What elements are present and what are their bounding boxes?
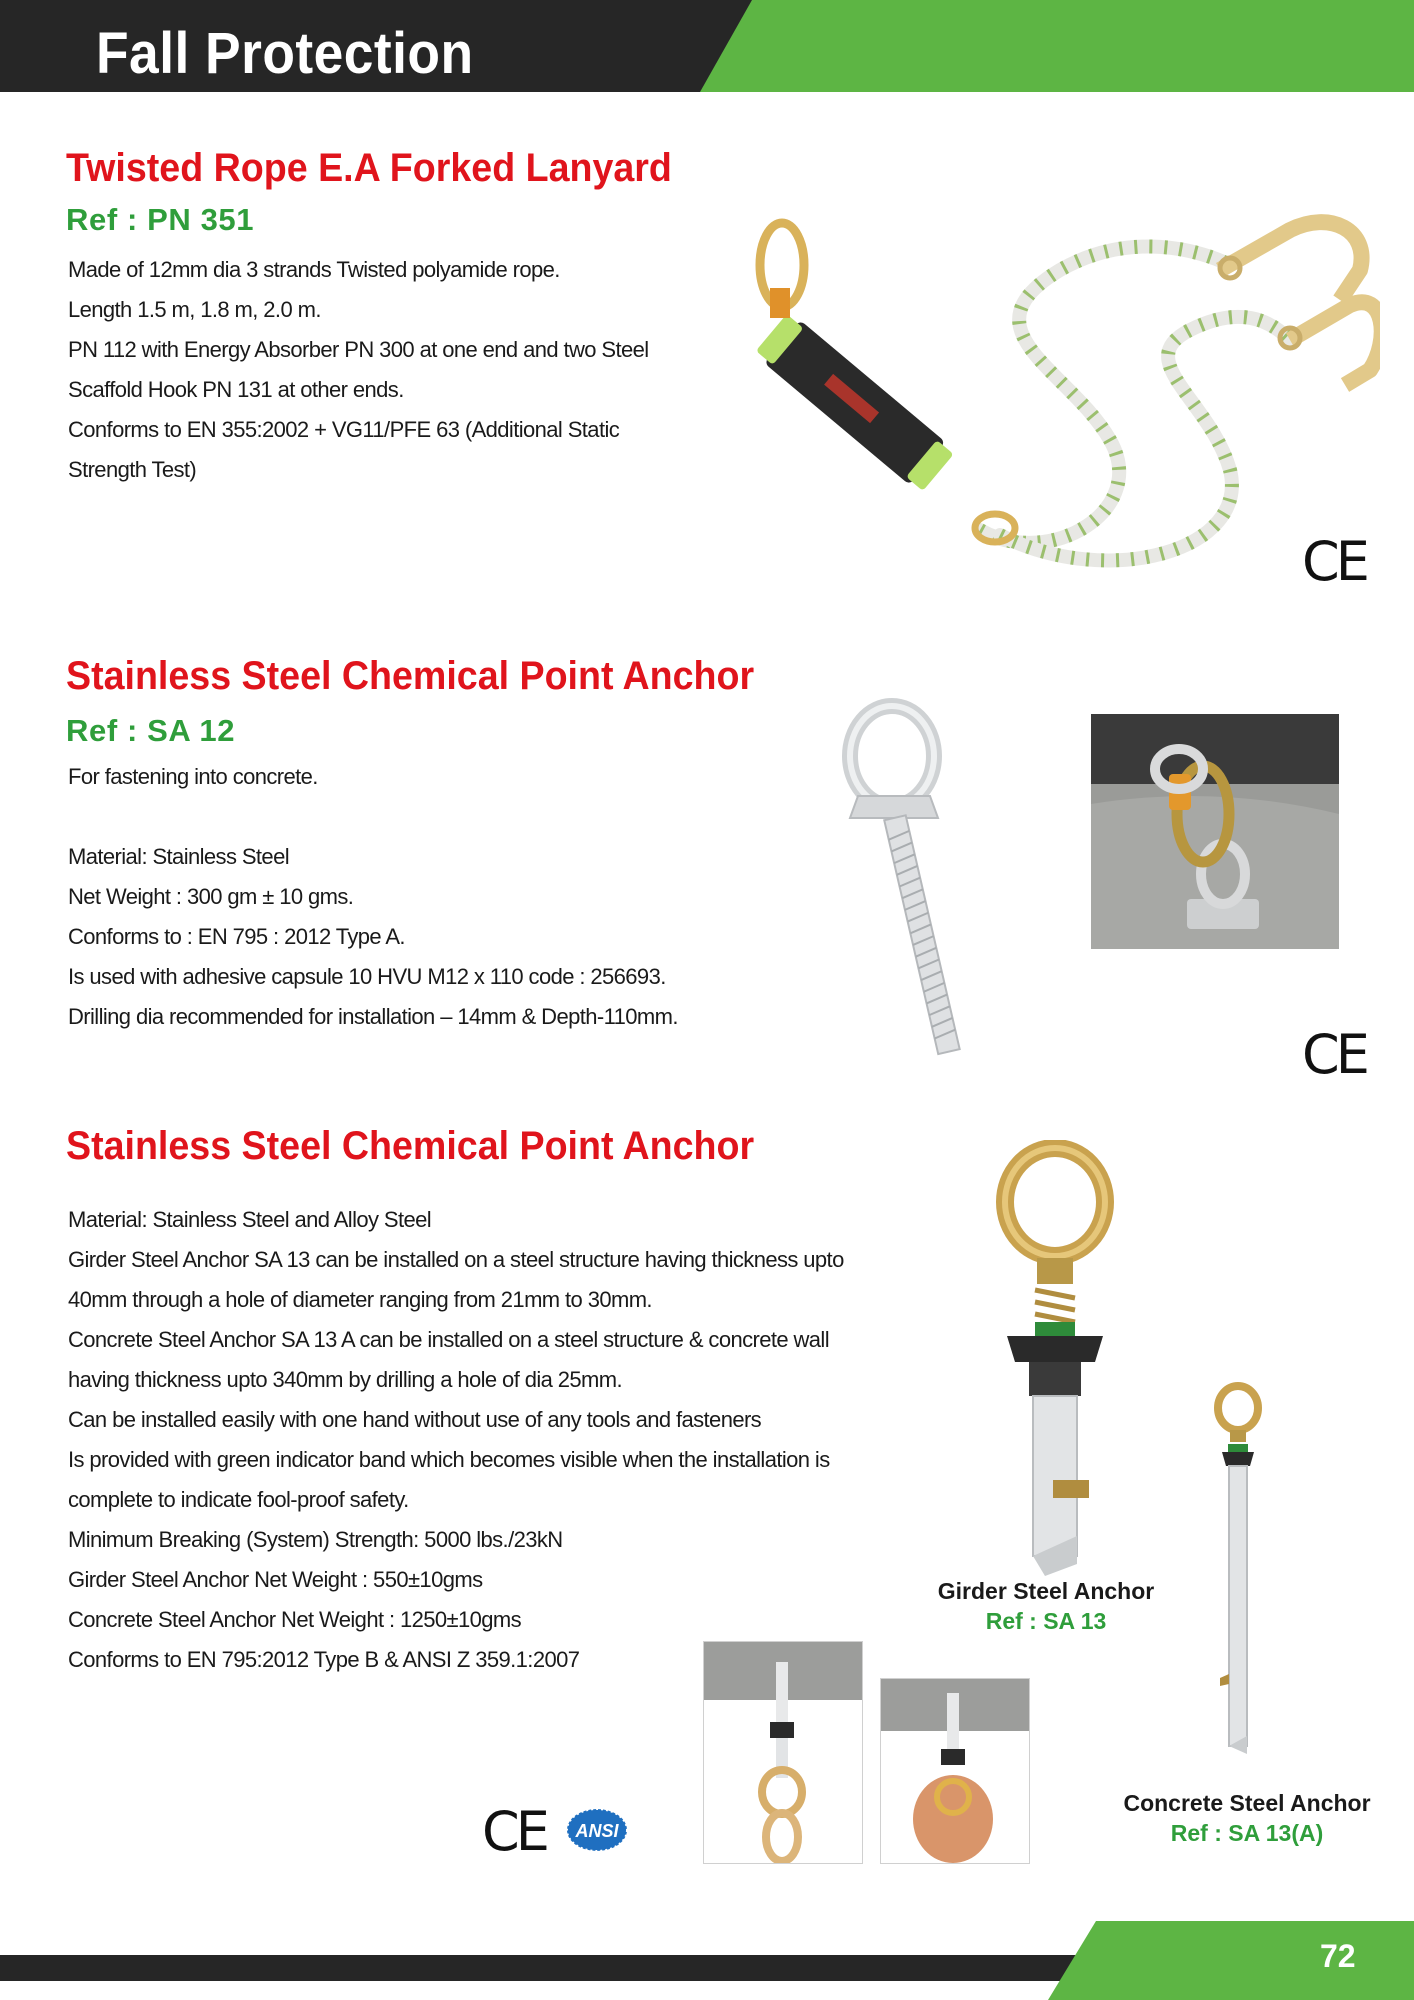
description-line: Conforms to : EN 795 : 2012 Type A.: [68, 924, 405, 949]
ce-mark-icon: CE: [1302, 530, 1366, 593]
ce-mark-icon: CE: [1302, 1023, 1366, 1086]
page-title: Fall Protection: [96, 21, 474, 86]
ce-mark-icon: CE: [482, 1800, 546, 1863]
description-line: Can be installed easily with one hand without use of any tools and fasteners: [68, 1407, 762, 1432]
page-number: 72: [1320, 1938, 1356, 1974]
description-line: Length 1.5 m, 1.8 m, 2.0 m.: [68, 297, 321, 322]
installation-photo: [703, 1641, 863, 1864]
description-line: Scaffold Hook PN 131 at other ends.: [68, 377, 404, 402]
description-line: [68, 797, 678, 837]
description-line: Minimum Breaking (System) Strength: 5000 lbs./23kN: [68, 1527, 563, 1552]
description-line: Girder Steel Anchor Net Weight : 550±10gms: [68, 1567, 483, 1592]
description-line: PN 112 with Energy Absorber PN 300 at one end and two Steel: [68, 337, 649, 362]
description-line: For fastening into concrete.: [68, 764, 318, 789]
description-line: Made of 12mm dia 3 strands Twisted polyamide rope.: [68, 257, 560, 282]
concrete-anchor-caption: [1100, 1788, 1394, 1848]
caption-ref: Ref : SA 13: [985, 1608, 1107, 1634]
description-line: Concrete Steel Anchor Net Weight : 1250±10gms: [68, 1607, 522, 1632]
description-line: Net Weight : 300 gm ± 10 gms.: [68, 884, 354, 909]
caption-ref: Ref : SA 13(A): [1170, 1820, 1324, 1846]
footer-accent: [1048, 1921, 1414, 2000]
description-line: Strength Test): [68, 457, 197, 482]
concrete-steel-anchor-image: [1200, 1374, 1280, 1760]
description-line: having thickness upto 340mm by drilling a hole of dia 25mm.: [68, 1367, 623, 1392]
eye-bolt-anchor-image: [830, 688, 1020, 1068]
description-line: Material: Stainless Steel: [68, 844, 289, 869]
product-ref: Ref : PN 351: [66, 202, 255, 237]
description-line: complete to indicate fool-proof safety.: [68, 1487, 409, 1512]
description-line: Drilling dia recommended for installation – 14mm & Depth-110mm.: [68, 1004, 678, 1029]
lanyard-image: [730, 210, 1380, 590]
product-ref: Ref : SA 12: [66, 713, 236, 748]
caption-name: Concrete Steel Anchor: [1123, 1790, 1371, 1816]
product-description: [68, 250, 649, 490]
description-line: Is used with adhesive capsule 10 HVU M12 x 110 code : 256693.: [68, 964, 666, 989]
caption-name: Girder Steel Anchor: [937, 1578, 1155, 1604]
product-description: [68, 1200, 844, 1680]
header-accent: [700, 0, 1414, 92]
ansi-logo-icon: [564, 1806, 630, 1860]
description-line: 40mm through a hole of diameter ranging from 21mm to 30mm.: [68, 1287, 652, 1312]
description-line: Conforms to EN 795:2012 Type B & ANSI Z 359.1:2007: [68, 1647, 580, 1672]
girder-steel-anchor-image: [985, 1140, 1125, 1580]
description-line: Material: Stainless Steel and Alloy Steel: [68, 1207, 432, 1232]
product-description: [68, 757, 678, 1037]
description-line: Concrete Steel Anchor SA 13 A can be installed on a steel structure & concrete wall: [68, 1327, 830, 1352]
description-line: Girder Steel Anchor SA 13 can be installed on a steel structure having thickness upto: [68, 1247, 844, 1272]
anchor-in-use-photo: [1091, 714, 1339, 949]
installation-photo: [880, 1678, 1030, 1864]
description-line: Is provided with green indicator band which becomes visible when the installation is: [68, 1447, 830, 1472]
description-line: Conforms to EN 355:2002 + VG11/PFE 63 (Additional Static: [68, 417, 620, 442]
product-title: Stainless Steel Chemical Point Anchor: [66, 654, 755, 698]
ansi-logo-text: ANSI: [575, 1821, 619, 1841]
product-title: Stainless Steel Chemical Point Anchor: [66, 1124, 755, 1168]
girder-anchor-caption: [900, 1576, 1192, 1636]
product-title: Twisted Rope E.A Forked Lanyard: [66, 146, 672, 190]
